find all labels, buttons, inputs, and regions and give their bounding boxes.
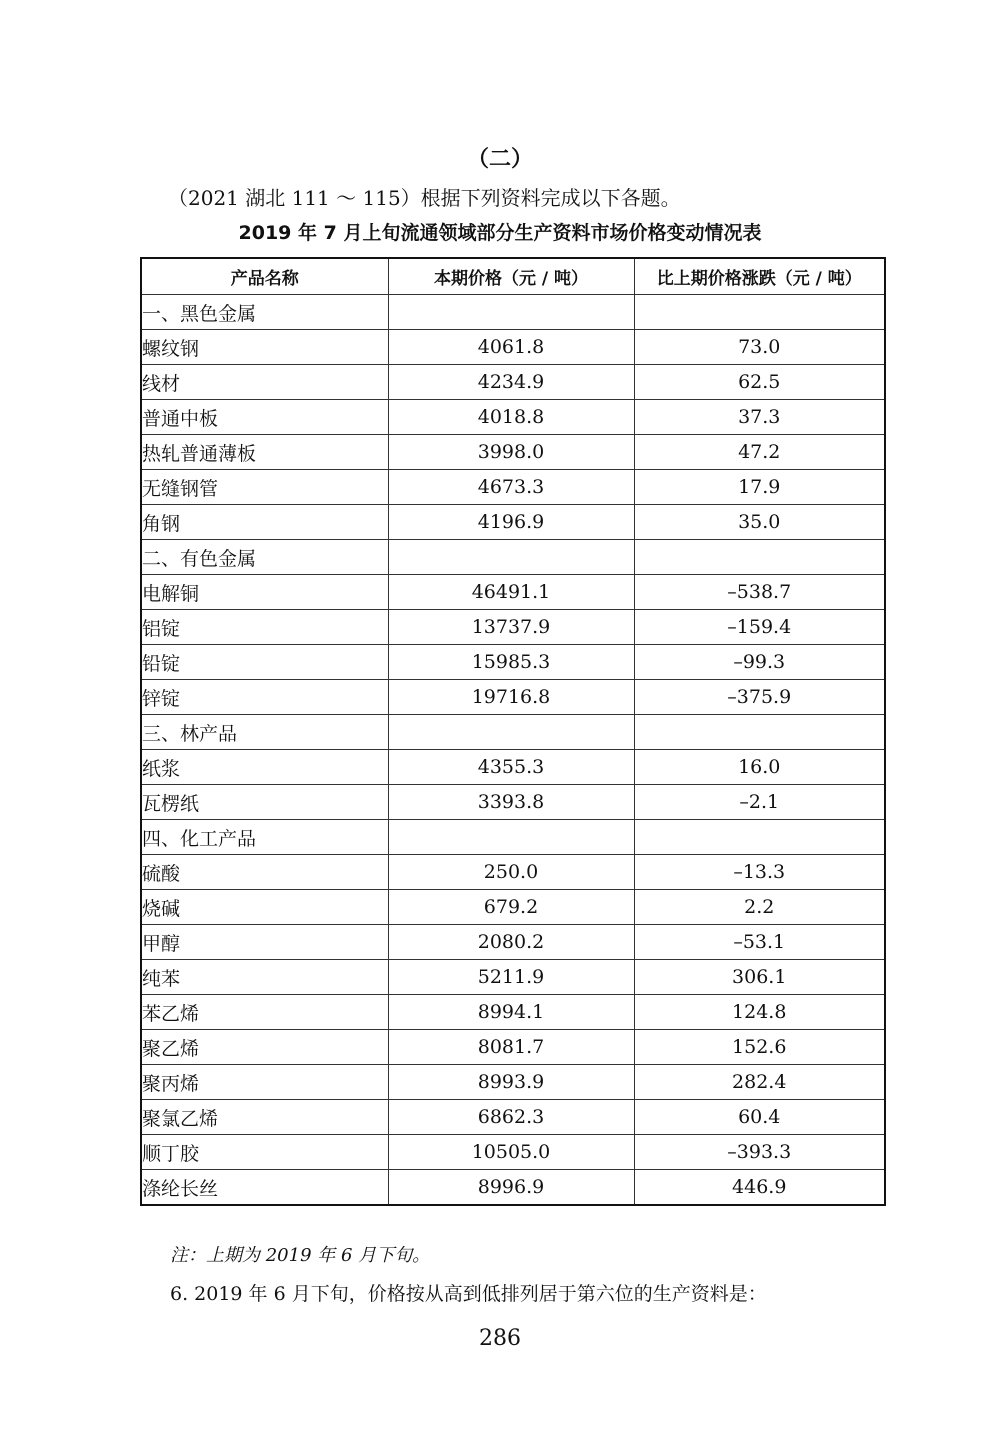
table-row (141, 750, 885, 785)
product-name-cell: 甲醇 (141, 925, 388, 960)
header-current-price: 本期价格（元 / 吨） (388, 258, 634, 295)
category-row (141, 540, 885, 575)
price-cell: 2080.2 (388, 925, 634, 960)
product-name-cell: 线材 (141, 365, 388, 400)
price-cell: 15985.3 (388, 645, 634, 680)
table-row (141, 400, 885, 435)
table-row (141, 1100, 885, 1135)
product-name-cell: 螺纹钢 (141, 330, 388, 365)
change-cell: –538.7 (634, 575, 885, 610)
product-name-cell: 纯苯 (141, 960, 388, 995)
price-cell (388, 295, 634, 330)
intro-text: （2021 湖北 111 ～ 115）根据下列资料完成以下各题。 (168, 186, 681, 210)
table-row (141, 1170, 885, 1206)
table-row (141, 855, 885, 890)
change-cell: –99.3 (634, 645, 885, 680)
change-cell: 152.6 (634, 1030, 885, 1065)
product-name-cell: 锌锭 (141, 680, 388, 715)
change-cell: –159.4 (634, 610, 885, 645)
price-cell: 250.0 (388, 855, 634, 890)
header-product-name: 产品名称 (141, 258, 388, 295)
change-cell (634, 540, 885, 575)
table-row (141, 1135, 885, 1170)
change-cell (634, 295, 885, 330)
table-note: 注：上期为 2019 年 6 月下旬。 (170, 1245, 431, 1266)
table-row (141, 575, 885, 610)
product-name-cell: 聚乙烯 (141, 1030, 388, 1065)
product-name-cell: 顺丁胶 (141, 1135, 388, 1170)
product-name-cell: 三、林产品 (141, 715, 388, 750)
table-row (141, 330, 885, 365)
change-cell: 124.8 (634, 995, 885, 1030)
price-cell: 8081.7 (388, 1030, 634, 1065)
product-name-cell: 角钢 (141, 505, 388, 540)
table-row (141, 435, 885, 470)
change-cell: –2.1 (634, 785, 885, 820)
table-row (141, 785, 885, 820)
product-name-cell: 聚氯乙烯 (141, 1100, 388, 1135)
change-cell: 62.5 (634, 365, 885, 400)
table-row (141, 1065, 885, 1100)
price-cell (388, 820, 634, 855)
change-cell: 35.0 (634, 505, 885, 540)
change-cell: 37.3 (634, 400, 885, 435)
category-row (141, 820, 885, 855)
table-title: 2019 年 7 月上旬流通领域部分生产资料市场价格变动情况表 (238, 222, 762, 244)
change-cell (634, 820, 885, 855)
product-name-cell: 聚丙烯 (141, 1065, 388, 1100)
price-cell: 10505.0 (388, 1135, 634, 1170)
table-row (141, 890, 885, 925)
price-cell: 3998.0 (388, 435, 634, 470)
product-name-cell: 一、黑色金属 (141, 295, 388, 330)
table-header-row (141, 258, 885, 295)
category-row (141, 295, 885, 330)
price-cell (388, 540, 634, 575)
price-cell: 4196.9 (388, 505, 634, 540)
change-cell: –53.1 (634, 925, 885, 960)
product-name-cell: 四、化工产品 (141, 820, 388, 855)
price-cell: 8994.1 (388, 995, 634, 1030)
price-cell: 19716.8 (388, 680, 634, 715)
table-row (141, 610, 885, 645)
price-cell: 4355.3 (388, 750, 634, 785)
product-name-cell: 铅锭 (141, 645, 388, 680)
product-name-cell: 电解铜 (141, 575, 388, 610)
price-cell: 8993.9 (388, 1065, 634, 1100)
product-name-cell: 热轧普通薄板 (141, 435, 388, 470)
table-row (141, 960, 885, 995)
change-cell: 2.2 (634, 890, 885, 925)
change-cell: 17.9 (634, 470, 885, 505)
product-name-cell: 纸浆 (141, 750, 388, 785)
product-name-cell: 普通中板 (141, 400, 388, 435)
product-name-cell: 二、有色金属 (141, 540, 388, 575)
change-cell (634, 715, 885, 750)
price-cell: 679.2 (388, 890, 634, 925)
price-cell: 4234.9 (388, 365, 634, 400)
price-cell: 5211.9 (388, 960, 634, 995)
table-row (141, 470, 885, 505)
change-cell: 282.4 (634, 1065, 885, 1100)
change-cell: 60.4 (634, 1100, 885, 1135)
change-cell: –13.3 (634, 855, 885, 890)
section-title: （二） (466, 147, 533, 172)
category-row (141, 715, 885, 750)
price-cell: 6862.3 (388, 1100, 634, 1135)
change-cell: –393.3 (634, 1135, 885, 1170)
price-cell: 3393.8 (388, 785, 634, 820)
table-row (141, 1030, 885, 1065)
price-cell: 13737.9 (388, 610, 634, 645)
price-cell (388, 715, 634, 750)
price-table (140, 257, 886, 1206)
table-row (141, 505, 885, 540)
product-name-cell: 硫酸 (141, 855, 388, 890)
table-row (141, 645, 885, 680)
price-cell: 46491.1 (388, 575, 634, 610)
table-row (141, 925, 885, 960)
price-cell: 4061.8 (388, 330, 634, 365)
product-name-cell: 烧碱 (141, 890, 388, 925)
table-row (141, 995, 885, 1030)
table-row (141, 680, 885, 715)
header-price-change: 比上期价格涨跌（元 / 吨） (634, 258, 885, 295)
page-number: 286 (479, 1326, 521, 1351)
change-cell: 446.9 (634, 1170, 885, 1206)
product-name-cell: 铝锭 (141, 610, 388, 645)
price-cell: 4673.3 (388, 470, 634, 505)
change-cell: –375.9 (634, 680, 885, 715)
table-row (141, 365, 885, 400)
change-cell: 47.2 (634, 435, 885, 470)
change-cell: 306.1 (634, 960, 885, 995)
change-cell: 16.0 (634, 750, 885, 785)
change-cell: 73.0 (634, 330, 885, 365)
price-cell: 8996.9 (388, 1170, 634, 1206)
price-cell: 4018.8 (388, 400, 634, 435)
question-text: 6. 2019 年 6 月下旬，价格按从高到低排列居于第六位的生产资料是： (170, 1283, 767, 1305)
product-name-cell: 瓦楞纸 (141, 785, 388, 820)
product-name-cell: 无缝钢管 (141, 470, 388, 505)
product-name-cell: 苯乙烯 (141, 995, 388, 1030)
product-name-cell: 涤纶长丝 (141, 1170, 388, 1206)
